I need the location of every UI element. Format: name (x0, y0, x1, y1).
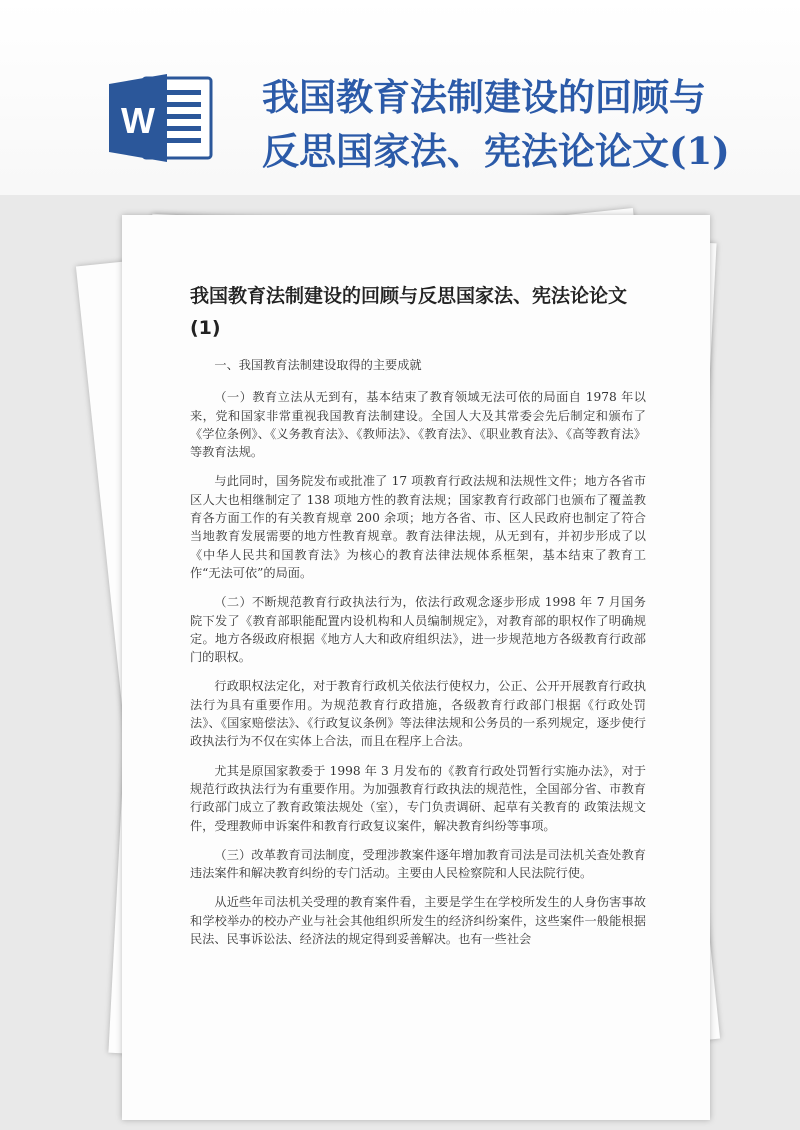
page-header (0, 0, 800, 215)
paragraph: （一）教育立法从无到有，基本结束了教育领域无法可依的局面自 1978 年以来，党和国家非常重视我国教育法制建设。全国人大及其常委会先后制定和颁布了《学位条例》、《义务教育法》、《教师法》、《教育法》、《职业教育法》、《高等教育法》等教育法规。 (190, 390, 646, 460)
paragraph: 与此同时，国务院发布或批准了 17 项教育行政法规和法规性文件；地方各省市区人大也相继制定了 138 项地方性的教育法规；国家教育行政部门也颁布了覆盖教育各方面工作的有关教育规章 200 余项；地方各省、市、区人民政府也制定了符合当地教育发展需要的地方性教育规章。教育法律法规，从无到有，并初步形成了以《中华人民共和国教育法》为核心的教育法律法规体系框架，基本结束了教育工作“无法可依”的局面。 (190, 474, 646, 580)
paragraph: 尤其是原国家教委于 1998 年 3 月发布的《教育行政处罚暂行实施办法》，对于规范行政执法行为有重要作用。为加强教育行政执法的规范性，全国部分省、市教育行政部门成立了教育政策法规处（室），专门负责调研、起草有关教育的 政策法规文件，受理教师申诉案件和教育行政复议案件，解决教育纠纷等事项。 (190, 763, 646, 833)
word-logo-icon (105, 70, 215, 165)
section-heading: 一、我国教育法制建设取得的主要成就 (214, 358, 422, 372)
document-body (190, 356, 646, 959)
paragraph: 行政职权法定化，对于教育行政机关依法行使权力，公正、公开开展教育行政执法行为具有重要作用。为规范教育行政措施，各级教育行政部门根据《行政处罚法》、《国家赔偿法》、《行政复议条例》等法律法规和公务员的一系列规定，逐步使行政执法行为不仅在实体上合法，而且在程序上合法。 (190, 679, 646, 749)
document-title: 我国教育法制建设的回顾与反思国家法、宪法论论文(1) (190, 285, 628, 339)
header-title: 我国教育法制建设的回顾与反思国家法、宪法论论文(1) (262, 75, 730, 173)
paragraph: （二）不断规范教育行政执法行为，依法行政观念逐步形成 1998 年 7 月国务院下发了《教育部职能配置内设机构和人员编制规定》，对教育部的职权作了明确规定。地方各级政府根据《地方人大和政府组织法》，进一步规范地方各级教育行政部门的职权。 (190, 595, 646, 665)
paragraph: （三）改革教育司法制度，受理涉教案件逐年增加教育司法是司法机关查处教育违法案件和解决教育纠纷的专门活动。主要由人民检察院和人民法院行使。 (190, 847, 646, 881)
paragraph: 从近些年司法机关受理的教育案件看，主要是学生在学校所发生的人身伤害事故和学校举办的校办产业与社会其他组织所发生的经济纠纷案件，这些案件一般能根据民法、民事诉讼法、经济法的规定得到妥善解决。也有一些社会 (190, 895, 646, 947)
svg-text:W: W (121, 100, 155, 141)
